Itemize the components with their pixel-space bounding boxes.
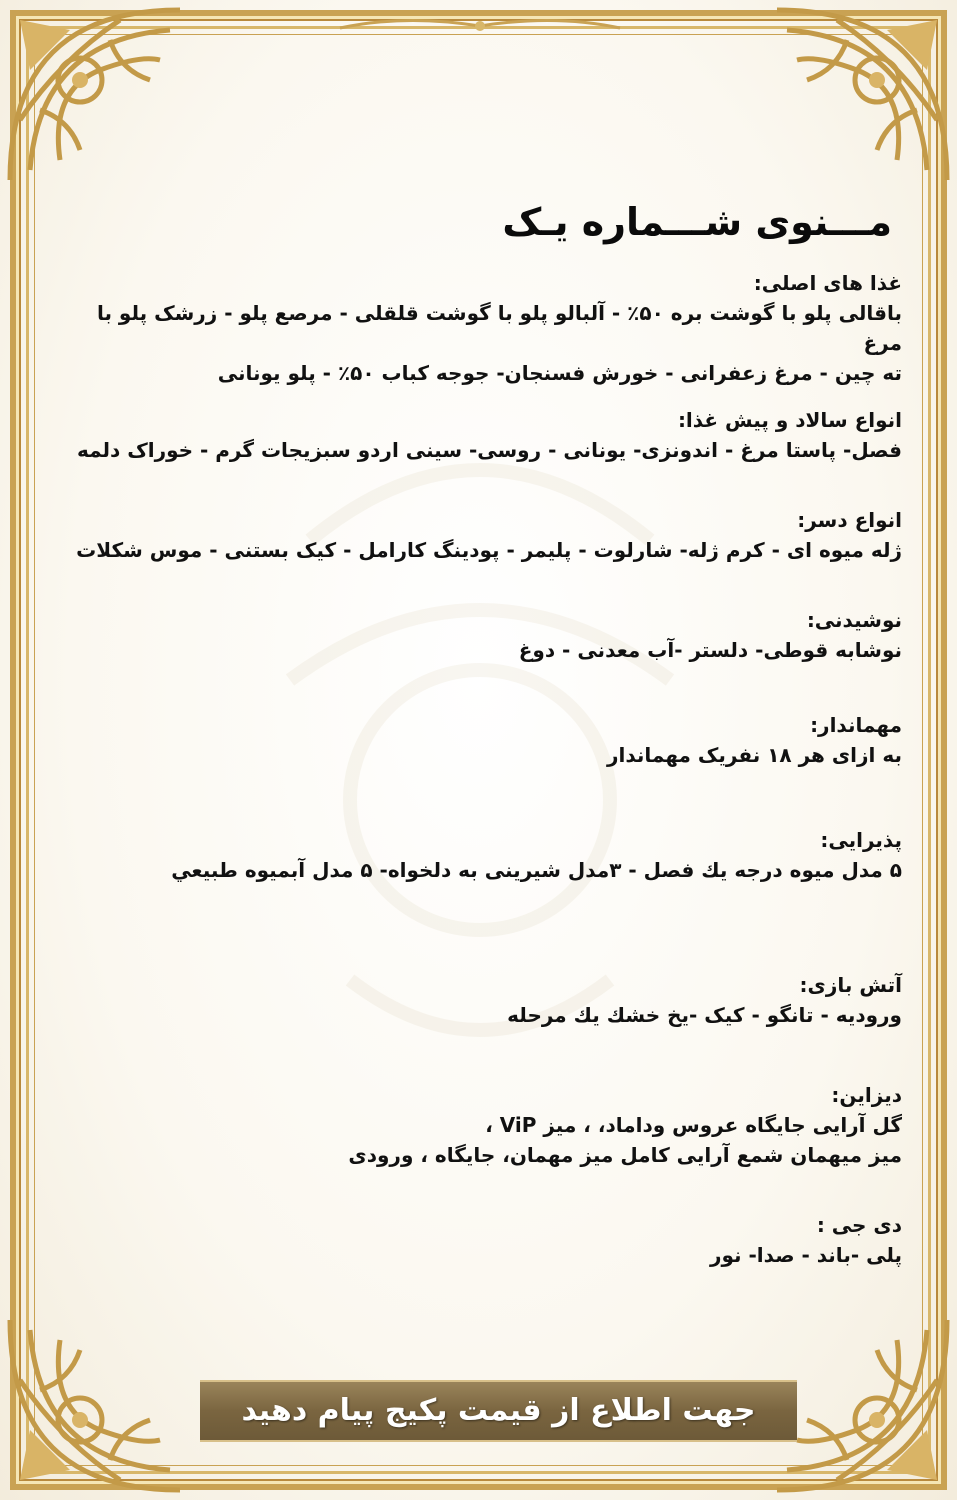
menu-section — [52, 505, 902, 565]
menu-section — [52, 1080, 902, 1170]
menu-section — [52, 710, 902, 770]
section-line: پلی -باند - صدا- نور — [709, 1243, 902, 1267]
section-line: نوشابه قوطی- دلستر -آب معدنی - دوغ — [518, 638, 902, 662]
section-line: به ازای هر ۱۸ نفریک مهماندار — [606, 743, 902, 767]
menu-section — [52, 825, 902, 885]
section-line: میز میهمان شمع آرایی کامل میز مهمان، جایگاه ، ورودی — [348, 1143, 902, 1167]
section-heading: دیزاین: — [831, 1083, 902, 1107]
section-line: باقالی پلو با گوشت بره ۵۰٪ - آلبالو پلو با گوشت قلقلی - مرصع پلو - زرشک پلو با مرغ — [96, 301, 902, 355]
menu-section — [52, 605, 902, 665]
section-line: ورودیه - تانگو - کیک -یخ خشك یك مرحله — [507, 1003, 902, 1027]
menu-section — [52, 1210, 902, 1270]
section-heading: دی جی : — [816, 1213, 902, 1237]
menu-sections — [52, 0, 902, 1500]
section-line: ته چین - مرغ زعفرانی - خورش فسنجان- جوجه کباب ۵۰٪ - پلو یونانی — [217, 361, 902, 385]
section-line: ۵ مدل میوه درجه یك فصل - ۳مدل شیرینی به دلخواه- ۵ مدل آبمیوه طبیعي — [171, 858, 902, 882]
section-line: فصل- پاستا مرغ - اندونزی- یونانی - روسی- سینی اردو سبزیجات گرم - خوراک دلمه — [76, 438, 902, 462]
section-line: ژله میوه ای - کرم ژله- شارلوت - پلیمر - پودینگ کارامل - کیک بستنی - موس شکلات — [76, 538, 902, 562]
menu-section — [52, 970, 902, 1030]
section-line: گل آرایی جایگاه عروس وداماد، ، میز ViP ، — [485, 1113, 902, 1137]
section-heading: نوشیدنی: — [806, 608, 902, 632]
menu-section — [52, 405, 902, 465]
section-heading: انواع سالاد و پیش غذا: — [677, 408, 902, 432]
price-inquiry-banner: جهت اطلاع از قیمت پکیج پیام دهید — [200, 1380, 797, 1442]
menu-section — [52, 268, 902, 388]
page-title: مـــنوی شـــماره یـک — [502, 200, 892, 244]
section-heading: غذا های اصلی: — [753, 271, 902, 295]
section-heading: پذیرایی: — [820, 828, 902, 852]
section-heading: آتش بازی: — [799, 973, 902, 997]
section-heading: انواع دسر: — [797, 508, 902, 532]
section-heading: مهماندار: — [810, 713, 902, 737]
